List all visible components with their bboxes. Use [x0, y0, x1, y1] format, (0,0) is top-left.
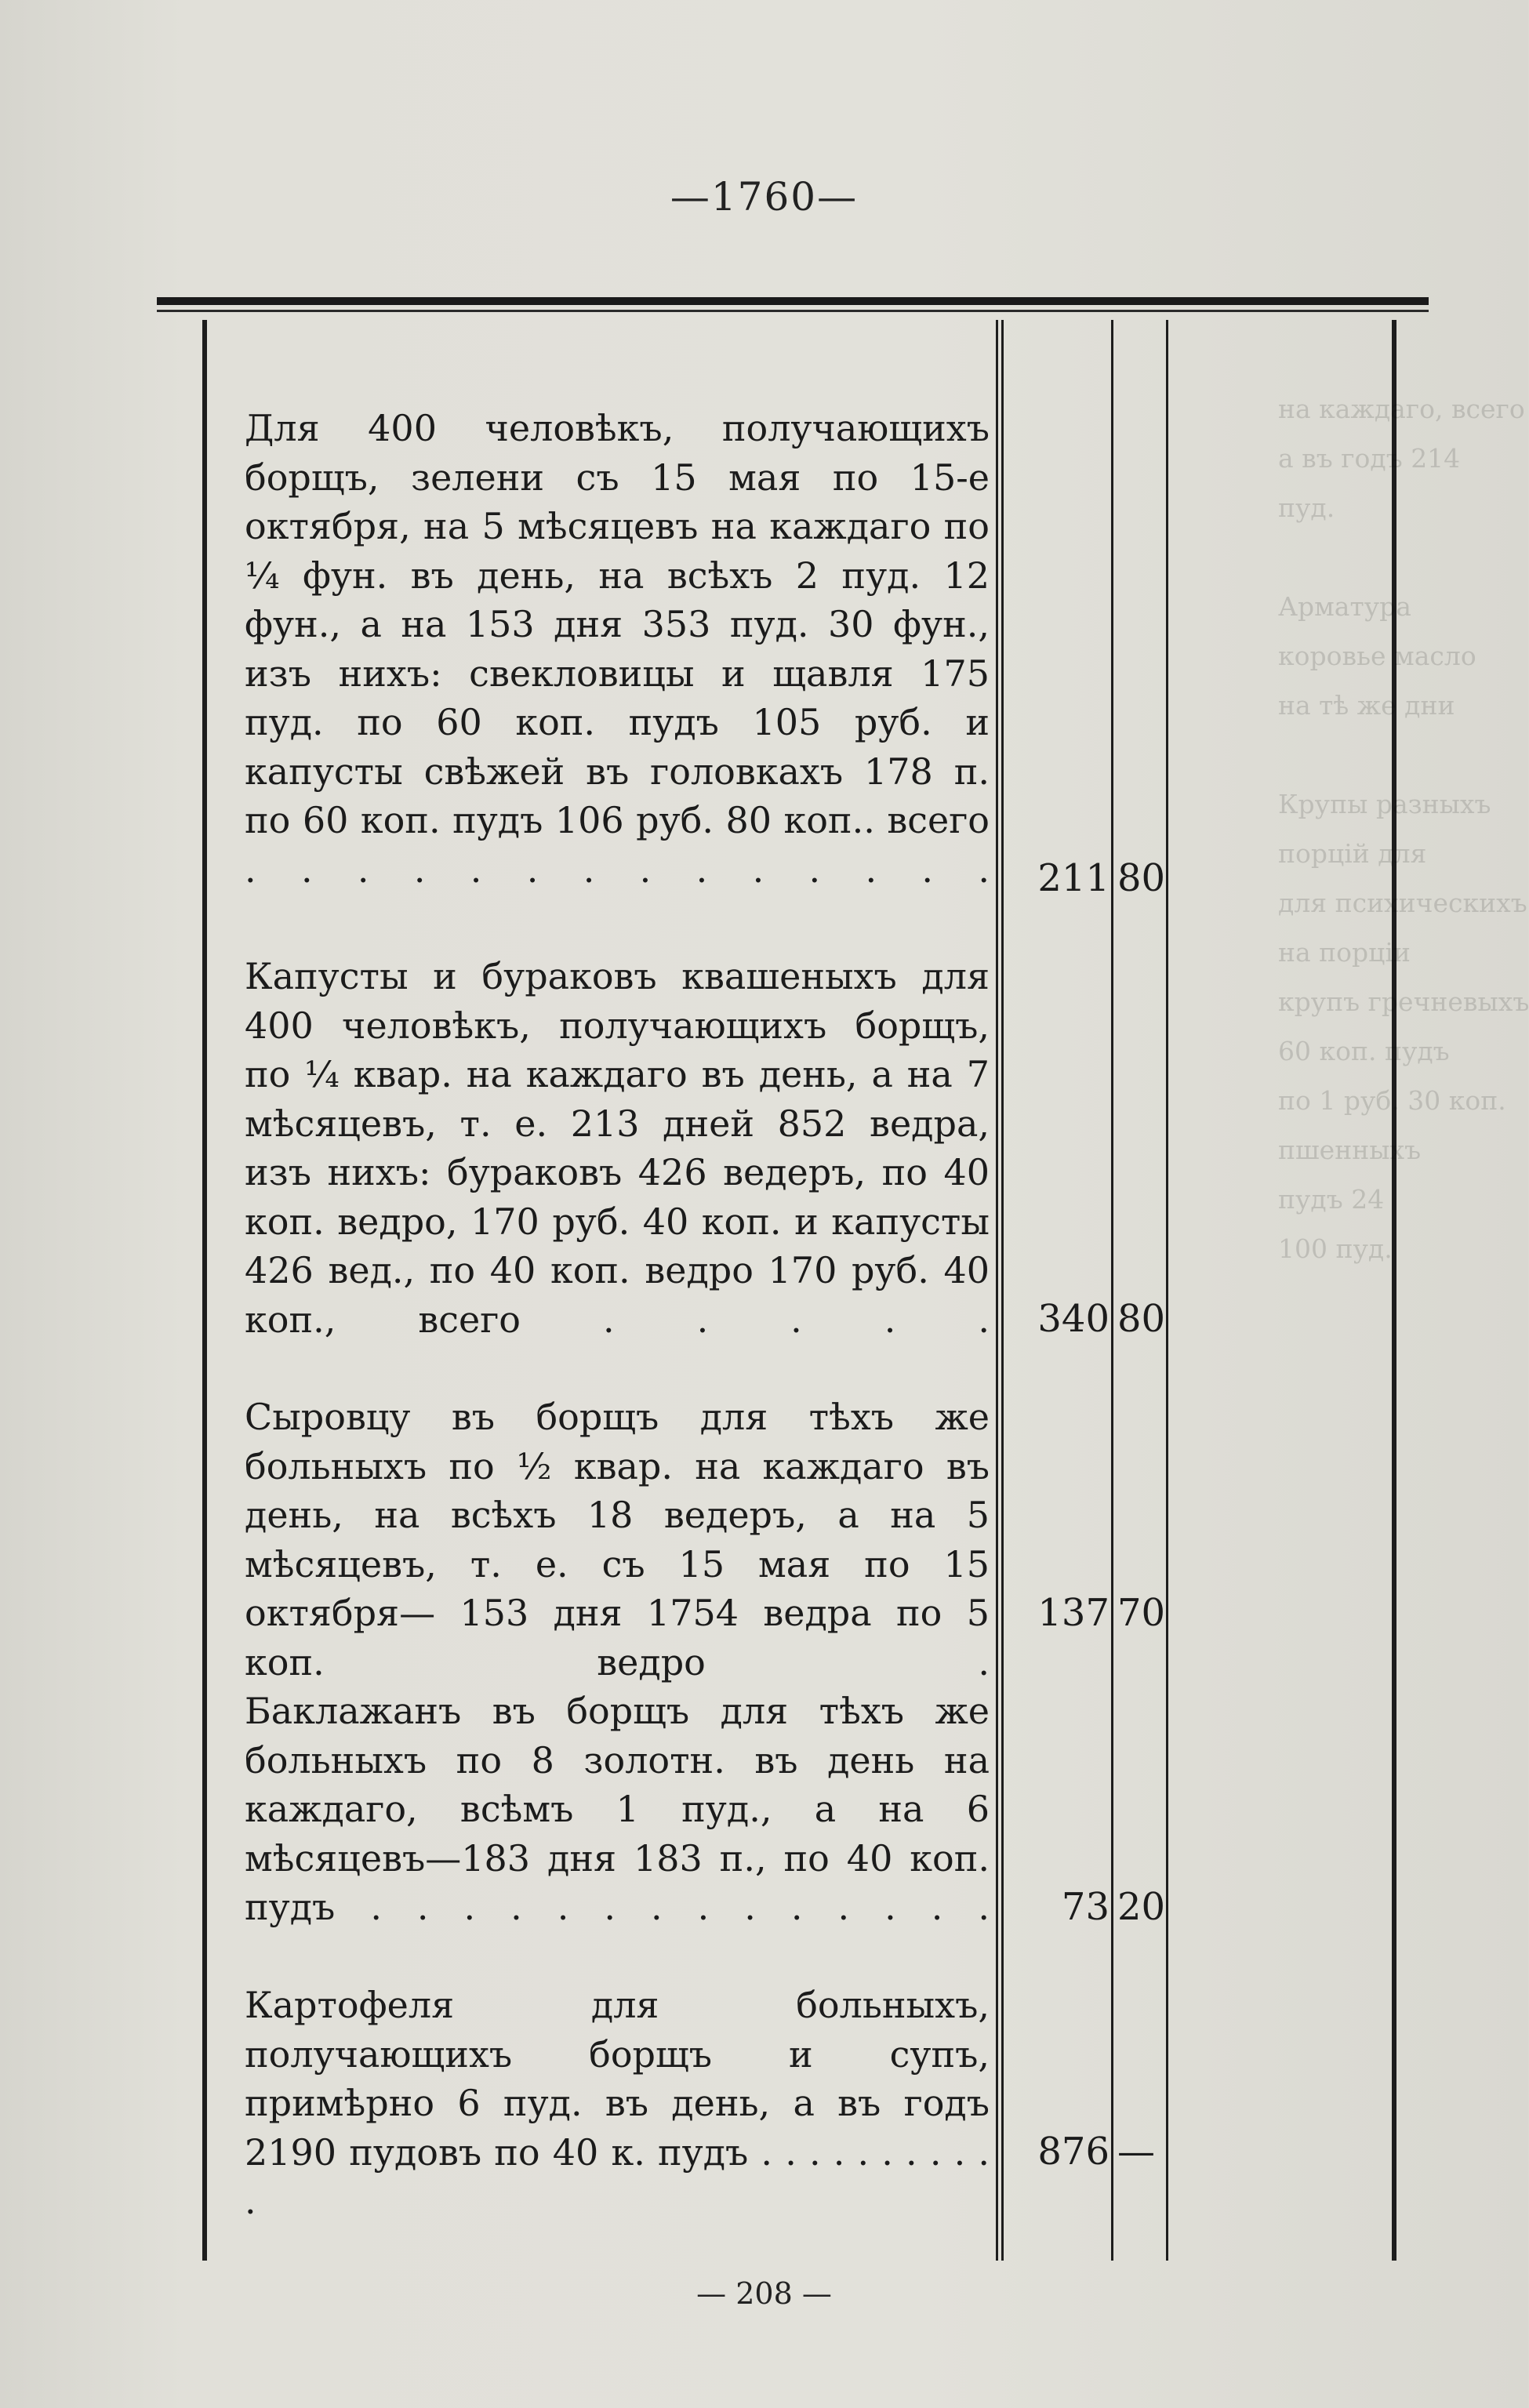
- header-rule-thick: [157, 297, 1429, 305]
- entry-kopeks: 70: [1117, 1591, 1166, 1635]
- kopeks-column-line: [1111, 320, 1113, 2261]
- entry-rubles: 211: [1037, 856, 1110, 900]
- rubles-column-left-line: [996, 320, 998, 2261]
- header-rule-thin: [157, 310, 1429, 312]
- rubles-column-right-line: [1001, 320, 1004, 2261]
- entry-kopeks: —: [1117, 2130, 1155, 2174]
- entry-kopeks: 80: [1117, 1297, 1166, 1341]
- entry-greens: [245, 404, 990, 894]
- entry-kopeks: 80: [1117, 856, 1166, 900]
- page-header-number: —1760—: [670, 174, 859, 220]
- entry-kopeks: 20: [1117, 1885, 1166, 1929]
- entry-text: Картофеля для больныхъ, получающихъ борщъ и супъ, примѣрно 6 пуд. въ день, а въ годъ 2190 пудовъ по 40 к. пудъ . . . . . . . . . . .: [245, 1984, 990, 2222]
- bleed-through-text: на каждаго, всего а въ годъ 214 пуд. Арматура коровье масло на тѣ же дни Крупы разныхъ порцій для для психическихъ на порціи крупъ гречневыхъ 60 коп. пудъ по 1 руб. 30 коп. пшенныхъ пудъ 24 100 пуд.: [1278, 394, 1529, 1264]
- entry-text: Для 400 человѣкъ, получающихъ борщъ, зелени съ 15 мая по 15-е октября, на 5 мѣсяцевъ на каждаго по ¼ фун. въ день, на всѣхъ 2 пуд. 12 фун., а на 153 дня 353 пуд. 30 фун., изъ нихъ: свекловицы и щавля 175 пуд. по 60 коп. пудъ 105 руб. и капусты свѣжей въ головкахъ 178 п. по 60 коп. пудъ 106 руб. 80 коп.. всего . . . . . . . . . . . . . .: [245, 407, 990, 891]
- entry-rubles: 340: [1037, 1297, 1110, 1341]
- entry-rubles: 73: [1061, 1885, 1110, 1929]
- entry-text: Капусты и бураковъ квашеныхъ для 400 человѣкъ, получающихъ борщъ, по ¼ квар. на каждаго въ день, а на 7 мѣсяцевъ, т. е. 213 дней 852 ведра, изъ нихъ: бураковъ 426 ведеръ, по 40 коп. ведро, 170 руб. 40 коп. и капусты 426 вед., по 40 коп. ведро 170 руб. 40 коп., всего . . . . .: [245, 955, 990, 1341]
- entry-cabbage-beets: [245, 952, 990, 1344]
- entry-text: Сыровцу въ борщъ для тѣхъ же больныхъ по ½ квар. на каждаго въ день, на всѣхъ 18 ведеръ, а на 5 мѣсяцевъ, т. е. съ 15 мая по 15 октября— 153 дня 1754 ведра по 5 коп. ведро .: [245, 1396, 990, 1683]
- left-border-line: [202, 320, 207, 2261]
- kopeks-column-right-line: [1166, 320, 1168, 2261]
- entry-potatoes: [245, 1981, 990, 2226]
- entry-whey: [245, 1393, 990, 1687]
- entry-eggplant: [245, 1687, 990, 1932]
- entry-rubles: 137: [1037, 1591, 1110, 1635]
- page-footer-folio: — 208 —: [696, 2276, 832, 2311]
- entry-rubles: 876: [1037, 2130, 1110, 2174]
- entry-text: Баклажанъ въ борщъ для тѣхъ же больныхъ по 8 золотн. въ день на каждаго, всѣмъ 1 пуд., а на 6 мѣсяцевъ—183 дня 183 п., по 40 коп. пудъ . . . . . . . . . . . . . .: [245, 1690, 990, 1928]
